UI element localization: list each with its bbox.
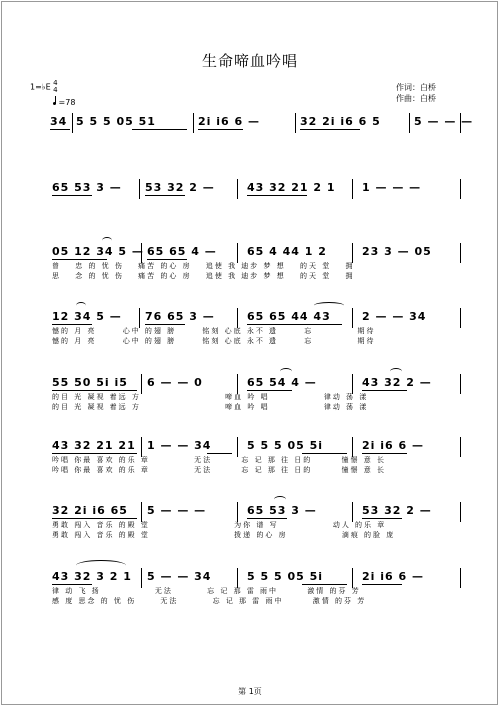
measure: 2i i6 6 — [362, 570, 424, 583]
tempo-value: =78 [58, 98, 76, 107]
beam [52, 390, 137, 391]
lyric-line-2: 勇敢 闯入 音乐 的殿 堂 拨递 的心 房 滴痕 的脸 庞 [52, 531, 396, 539]
lyric-line-2: 思 念 的 忧 伤 痛苦 的心 房 追使 我 迪步 梦 想 的天 堂 拥 [52, 272, 355, 280]
measure: 5 5 5 05 5i [247, 570, 324, 583]
measure: 2i i6 6 — [198, 115, 260, 128]
barline [141, 568, 142, 588]
barline [295, 113, 296, 133]
measure: 23 3 — 05 [362, 245, 432, 258]
beam [247, 324, 342, 325]
barline [460, 179, 461, 199]
beam [247, 518, 287, 519]
time-top: 4 [53, 79, 58, 87]
barline [460, 502, 461, 522]
measure: 5 5 5 05 51 [76, 115, 156, 128]
measure: 32 2i i6 65 [52, 504, 128, 517]
measure: 2i i6 6 — [362, 439, 424, 452]
measure: 76 65 3 — [145, 310, 215, 323]
barline [352, 243, 353, 263]
barline [237, 243, 238, 263]
measure: 53 32 2 — [145, 181, 215, 194]
slur [76, 302, 86, 309]
beam [300, 129, 360, 130]
slur [102, 237, 112, 244]
barline [352, 374, 353, 394]
beam [362, 584, 402, 585]
measure: 65 53 3 — [247, 504, 317, 517]
lyric-line-2: 吟唱 你最 喜欢 的乐 章 无法 忘 记 那 往 日的 憧憬 意 长 [52, 466, 386, 474]
slur [76, 560, 126, 571]
barline [237, 568, 238, 588]
measure: 65 54 4 — [247, 376, 317, 389]
barline [460, 568, 461, 588]
measure: 5 — — 34 [147, 570, 212, 583]
lyric-line-1: 律 动 飞 扬 无法 忘 记 那 雷 雨中 激情 的芬 芳 [52, 587, 361, 595]
credits [396, 82, 436, 104]
barline [237, 179, 238, 199]
beam [362, 390, 407, 391]
beam [52, 518, 137, 519]
measure: 65 53 3 — [52, 181, 122, 194]
barline [352, 568, 353, 588]
beam [302, 584, 347, 585]
lyric-line-2: 感 度 思念 的 忧 伤 无法 忘 记 那 雷 雨中 激情 的芬 芳 [52, 597, 367, 605]
measure: 43 32 2 — [362, 376, 432, 389]
slur [274, 496, 286, 503]
measure: 65 4 44 1 2 [247, 245, 327, 258]
measure: 32 2i i6 6 5 [300, 115, 381, 128]
measure: 34 [50, 115, 68, 128]
measure: 5 — — — [147, 504, 207, 517]
song-title: 生命啼血吟唱 [201, 52, 298, 70]
barline [352, 437, 353, 457]
barline [460, 437, 461, 457]
measure: 43 32 3 2 1 [52, 570, 132, 583]
measure: 55 50 5i i5 [52, 376, 128, 389]
barline [237, 308, 238, 328]
slur [314, 302, 344, 309]
quarter-note-icon [53, 102, 56, 105]
barline [460, 374, 461, 394]
beam [52, 195, 92, 196]
barline [460, 308, 461, 328]
measure: 5 — — — [414, 115, 474, 128]
measure: 43 32 21 21 [52, 439, 136, 452]
staff-system-8 [0, 568, 500, 648]
lyric-line-2: 的目 光 凝视 着远 方 啼血 吟 唱 律动 荡 漾 [52, 403, 369, 411]
beam [52, 453, 137, 454]
beam [145, 195, 185, 196]
beam [145, 324, 185, 325]
measure: 1 — — 34 [147, 439, 212, 452]
page-number: 第 1页 [238, 687, 262, 696]
measure: 2 — — 34 [362, 310, 427, 323]
lyric-line-1: 曾 忠 的 忧 伤 痛苦 的心 房 追使 我 迪步 梦 想 的天 堂 拥 [52, 262, 355, 270]
slur [280, 368, 292, 375]
lyricist: 作词：白桥 [396, 83, 436, 92]
barline [237, 437, 238, 457]
measure: 12 34 5 — [52, 310, 122, 323]
beam [50, 129, 70, 130]
lyric-line-1: 的目 光 凝视 着远 方 啼血 吟 唱 律动 荡 漾 [52, 393, 369, 401]
slur [390, 368, 402, 375]
beam [247, 390, 292, 391]
key-signature [30, 80, 58, 94]
beam [132, 129, 187, 130]
barline [141, 437, 142, 457]
barline [139, 308, 140, 328]
beam [147, 259, 187, 260]
barline [237, 374, 238, 394]
barline [141, 502, 142, 522]
time-signature [53, 80, 57, 94]
beam [198, 129, 243, 130]
composer: 作曲：白桥 [396, 94, 436, 103]
lyric-line-1: 憾的 月 亮 心中 的翅 膀 铭刻 心底 永不 遗 忘 期待 [52, 327, 376, 335]
barline [72, 113, 73, 133]
barline [141, 374, 142, 394]
measure: 53 32 2 — [362, 504, 432, 517]
beam [362, 518, 402, 519]
beam [302, 453, 347, 454]
measure: 43 32 21 2 1 [247, 181, 336, 194]
measure: 6 — — 0 [147, 376, 203, 389]
measure: 65 65 4 — [147, 245, 217, 258]
beam [247, 195, 307, 196]
barline [352, 179, 353, 199]
beam [362, 453, 407, 454]
barline [193, 113, 194, 133]
measure: 1 — — — [362, 181, 422, 194]
tempo-mark [53, 98, 75, 107]
barline [409, 113, 410, 133]
measure: 5 5 5 05 5i [247, 439, 324, 452]
measure: 05 12 34 5 — [52, 245, 144, 258]
lyric-line-2: 憾的 月 亮 心中 的翅 膀 铭刻 心底 永不 遗 忘 期待 [52, 337, 376, 345]
lyric-line-1: 吟唱 你最 喜欢 的乐 章 无法 忘 记 那 往 日的 憧憬 意 长 [52, 456, 386, 464]
beam [52, 324, 92, 325]
barline [139, 179, 140, 199]
time-bottom: 4 [53, 86, 58, 94]
barline [237, 502, 238, 522]
beam [207, 453, 232, 454]
lyric-line-1: 勇敢 闯入 音乐 的殿 堂 为你 谱 写 动人 的乐 章 [52, 521, 387, 529]
barline [460, 243, 461, 263]
key-label: 1=♭E [30, 82, 51, 92]
beam [52, 259, 107, 260]
barline [352, 502, 353, 522]
barline [352, 308, 353, 328]
measure: 65 65 44 43 [247, 310, 331, 323]
beam [52, 584, 92, 585]
